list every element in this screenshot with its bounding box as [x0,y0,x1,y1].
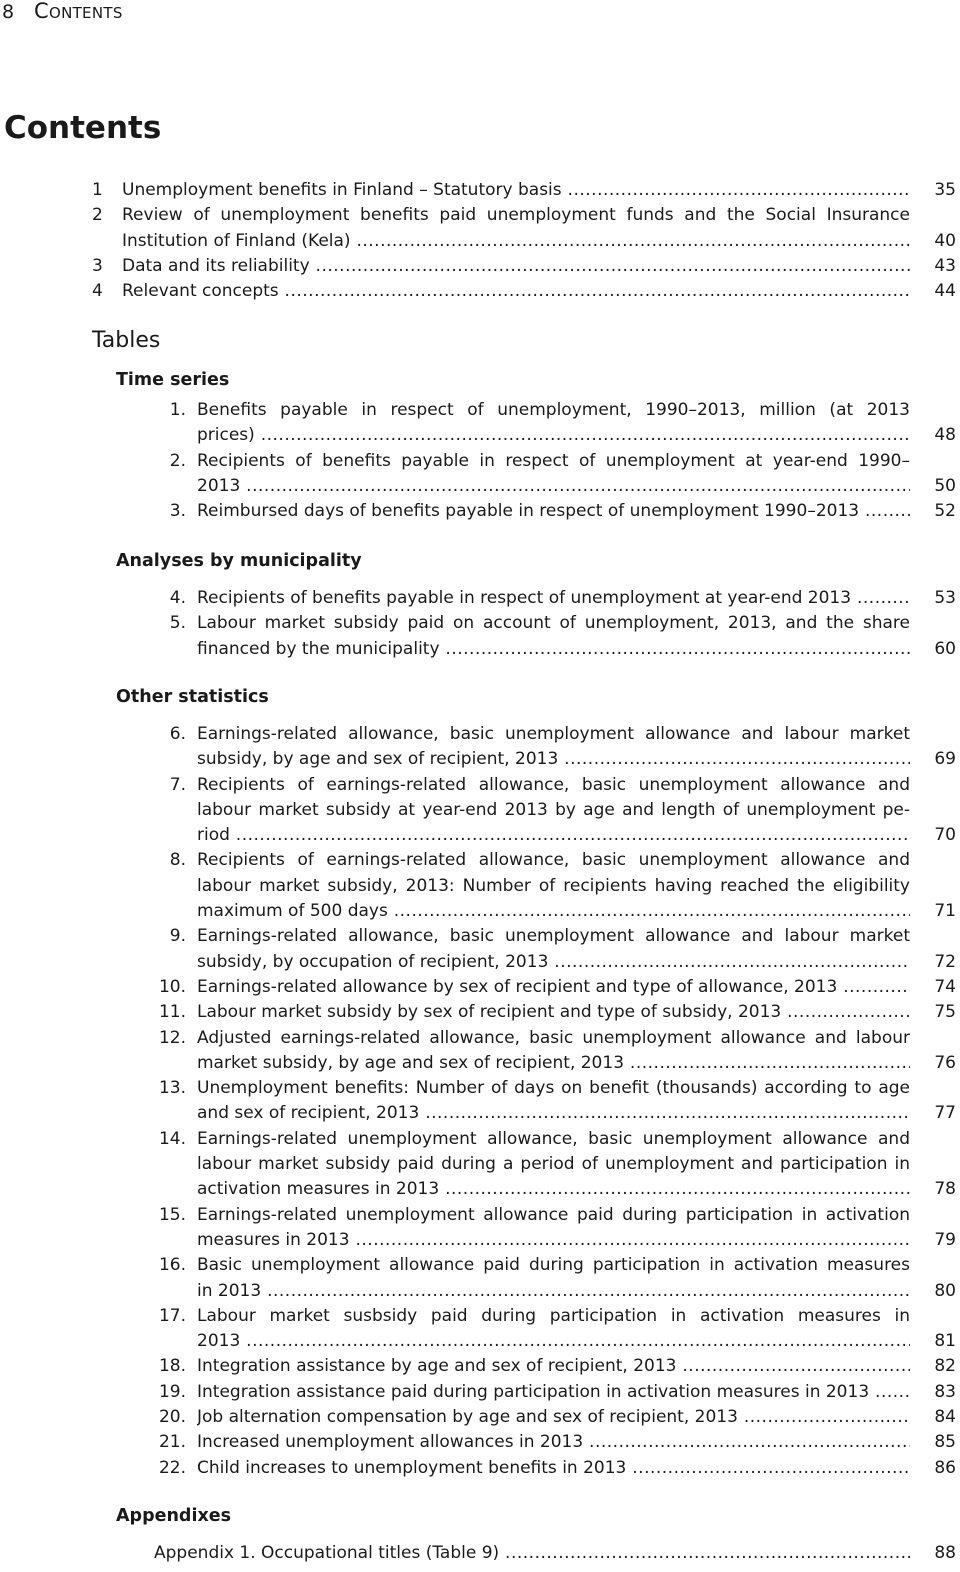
toc-entry-title-text: Integration assistance paid during participation in activation measures in 2013 ..... [197,1380,910,1405]
toc-entry[interactable] [0,1354,960,1379]
running-head-page-number: 8 [2,1,15,23]
page-title: Contents [4,110,162,146]
toc-entry-number: 17. [158,1305,186,1326]
toc-entry-title-text: market subsidy, by age and sex of recipient, 2013 ..... [197,1051,910,1076]
toc-entry[interactable] [0,449,960,500]
toc-entry-title-line [197,1101,910,1126]
toc-entry-title-line [197,499,910,524]
toc-entry[interactable] [0,398,960,449]
toc-entry-page-number: 48 [934,425,956,446]
toc-entry[interactable] [0,1456,960,1481]
toc-entry-title-line [197,474,910,499]
toc-entry-title-text: subsidy, by occupation of recipient, 2013 ..... [197,950,910,975]
toc-entry-page-number: 76 [934,1052,956,1073]
toc-entry-title-text: prices) ..... [197,423,910,448]
tables-heading: Tables [92,328,161,353]
toc-entry-title-line: Labour market subsidy paid on account of unemployment, 2013, and the share [197,613,910,634]
toc-entry-title-text: Data and its reliability ..... [122,254,910,279]
toc-entry-title-line: labour market subsidy, 2013: Number of recipients having reached the eligibility [197,875,910,896]
toc-entry-title-line: Recipients of earnings-related allowance, basic unemployment allowance and [197,774,910,795]
toc-entry-title-line: Unemployment benefits: Number of days on benefit (thousands) according to age [197,1078,910,1099]
toc-entry-page-number: 40 [934,230,956,251]
toc-entry-page-number: 85 [934,1432,956,1453]
toc-entry-title-line [197,1329,910,1354]
toc-entry-number: 14. [158,1128,186,1149]
toc-entry-title-line [197,1000,910,1025]
toc-entry-number: 1 [92,180,103,200]
toc-entry-page-number: 53 [934,588,956,608]
toc-entry-number: 16. [158,1255,186,1276]
toc-entry-title-text: and sex of recipient, 2013 ..... [197,1101,910,1126]
toc-entry-page-number: 52 [934,501,956,522]
toc-entry-title-text: Relevant concepts ..... [122,279,910,304]
toc-entry-number: 7. [169,774,186,795]
toc-entry-title-line: Earnings-related allowance, basic unemployment allowance and labour market [197,926,910,947]
toc-entry-page-number: 69 [934,749,956,770]
toc-entry-title-text: Unemployment benefits in Finland – Statutory basis ..... [122,178,910,203]
toc-entry-title-text: Child increases to unemployment benefits in 2013 ..... [197,1456,910,1481]
toc-entry-title-line: Labour market susbsidy paid during participation in activation measures in [197,1305,910,1326]
toc-entry-title-line: Adjusted earnings-related allowance, basic unemployment allowance and labour [197,1027,910,1048]
toc-entry-title-line: Earnings-related unemployment allowance paid during participation in activation [197,1204,910,1225]
toc-entry-title-line [197,1430,910,1455]
appendixes-heading: Appendixes [116,1506,232,1526]
toc-entry-page-number: 79 [934,1229,956,1250]
toc-entry-page-number: 60 [934,638,956,659]
toc-entry[interactable] [0,1203,960,1254]
toc-entry-title-line [122,229,910,254]
toc-entry[interactable] [0,1076,960,1127]
toc-entry-page-number: 35 [934,180,956,200]
toc-entry-title-text: Institution of Finland (Kela) ..... [122,229,910,254]
toc-entry-title-line [197,1456,910,1481]
toc-entry-page-number: 80 [934,1280,956,1301]
running-head-title: Contents [34,0,123,23]
toc-entry-title-line: Review of unemployment benefits paid unemployment funds and the Social Insurance [122,205,910,226]
toc-entry-title-text: in 2013 ..... [197,1279,910,1304]
appendix-list [0,1541,960,1566]
toc-entry-number: 2 [92,205,103,226]
toc-entry-number: 4 [92,281,103,302]
toc-entry-title-line [197,1177,910,1202]
toc-entry[interactable] [0,586,960,611]
toc-entry-page-number: 86 [934,1457,956,1478]
toc-entry-title-text: Recipients of benefits payable in respect of unemployment at year-end 2013 ..... [197,586,910,611]
toc-entry[interactable] [0,1430,960,1455]
toc-entry-title-line: Recipients of earnings-related allowance, basic unemployment allowance and [197,850,910,871]
municipality-heading: Analyses by municipality [116,551,362,571]
toc-entry-page-number: 70 [934,825,956,846]
toc-entry-number: 22. [158,1457,186,1478]
appendix-title: Appendix 1. Occupational titles (Table 9) ..... [154,1541,910,1566]
toc-entry-number: 19. [158,1381,186,1402]
toc-entry-title-line: labour market subsidy at year-end 2013 by age and length of unemployment pe- [197,799,910,820]
toc-entry-title-line: labour market subsidy paid during a period of unemployment and participation in [197,1154,910,1175]
toc-entry-title-line [197,975,910,1000]
toc-entry-title-text: Labour market subsidy by sex of recipient and type of subsidy, 2013 ..... [197,1000,910,1025]
toc-entry[interactable] [0,1127,960,1203]
toc-entry-title-line [197,823,910,848]
toc-entry-number: 8. [169,850,186,871]
toc-entry-title-text: Job alternation compensation by age and sex of recipient, 2013 ..... [197,1405,910,1430]
running-head [2,0,123,24]
toc-entry-title-line [197,899,910,924]
toc-entry[interactable] [0,1026,960,1077]
toc-entry-title-line: Earnings-related unemployment allowance, basic unemployment allowance and [197,1128,910,1149]
toc-entry-number: 10. [158,976,186,997]
chapter-list [0,178,960,304]
other-statistics-list [0,722,960,1481]
municipality-list [0,586,960,662]
toc-entry-title-line [197,950,910,975]
toc-entry[interactable] [0,611,960,662]
toc-entry[interactable] [0,924,960,975]
toc-entry[interactable] [0,1304,960,1355]
toc-entry-title-text: riod ..... [197,823,910,848]
toc-entry-title-line: Basic unemployment allowance paid during participation in activation measures [197,1255,910,1276]
toc-entry-number: 12. [158,1027,186,1048]
toc-entry-title-line [197,1405,910,1430]
toc-entry-page-number: 50 [934,475,956,496]
toc-entry-page-number: 84 [934,1407,956,1428]
toc-entry-title-line [197,423,910,448]
toc-entry-title-line: Recipients of benefits payable in respect of unemployment at year-end 1990– [197,450,910,471]
toc-entry-page-number: 78 [934,1179,956,1200]
toc-entry[interactable] [0,1253,960,1304]
toc-entry-number: 13. [158,1078,186,1099]
toc-entry-number: 9. [169,926,186,947]
toc-entry-title-text: financed by the municipality ..... [197,637,910,662]
toc-entry-title-line [122,279,910,304]
toc-entry-title-line [122,178,910,203]
toc-entry-title-line [197,1380,910,1405]
other-statistics-heading: Other statistics [116,687,269,707]
appendix-entry[interactable] [0,1541,960,1566]
toc-entry-number: 21. [158,1432,186,1453]
toc-entry-page-number: 71 [934,901,956,922]
toc-entry[interactable] [0,499,960,524]
toc-entry-page-number: 43 [934,255,956,276]
toc-entry-page-number: 44 [934,281,956,302]
toc-entry-title-text: Integration assistance by age and sex of recipient, 2013 ..... [197,1354,910,1379]
toc-entry-title-line [197,586,910,611]
toc-entry[interactable] [0,254,960,279]
toc-entry[interactable] [0,975,960,1000]
toc-entry-title-line [197,637,910,662]
toc-entry-page-number: 77 [934,1103,956,1124]
toc-entry-number: 20. [158,1407,186,1428]
toc-entry[interactable] [0,722,960,773]
toc-entry-page-number: 75 [934,1002,956,1023]
toc-entry-title-line [122,254,910,279]
toc-entry-title-text: Reimbursed days of benefits payable in respect of unemployment 1990–2013 ..... [197,499,910,524]
time-series-heading: Time series [116,370,230,390]
toc-entry-title-line: Benefits payable in respect of unemployment, 1990–2013, million (at 2013 [197,400,910,420]
toc-entry[interactable] [0,279,960,304]
toc-entry-number: 15. [158,1204,186,1225]
toc-entry-number: 3 [92,255,103,276]
toc-entry-title-line [197,1051,910,1076]
toc-entry-number: 6. [169,724,186,744]
toc-entry-number: 18. [158,1356,186,1377]
toc-entry-title-line [197,747,910,772]
toc-entry[interactable] [0,203,960,254]
toc-entry-title-text: activation measures in 2013 ..... [197,1177,910,1202]
toc-entry[interactable] [0,848,960,924]
toc-entry-number: 11. [158,1002,186,1023]
toc-entry-number: 4. [169,588,186,608]
toc-entry-title-text: measures in 2013 ..... [197,1228,910,1253]
toc-entry[interactable] [0,1405,960,1430]
toc-entry-number: 2. [169,450,186,471]
toc-entry[interactable] [0,1380,960,1405]
toc-entry-title-text: maximum of 500 days ..... [197,899,910,924]
toc-entry-page-number: 81 [934,1331,956,1352]
toc-entry[interactable] [0,1000,960,1025]
toc-entry-number: 1. [169,400,186,420]
toc-entry-title-text: subsidy, by age and sex of recipient, 2013 ..... [197,747,910,772]
toc-entry[interactable] [0,178,960,203]
toc-entry[interactable] [0,773,960,849]
toc-entry-page-number: 72 [934,951,956,972]
toc-entry-page-number: 82 [934,1356,956,1377]
toc-entry-number: 5. [169,613,186,634]
toc-entry-title-text: 2013 ..... [197,1329,910,1354]
toc-entry-title-text: Increased unemployment allowances in 2013 ..... [197,1430,910,1455]
toc-entry-title-line [197,1279,910,1304]
toc-entry-title-line [197,1228,910,1253]
toc-entry-page-number: 74 [934,976,956,997]
time-series-list [0,398,960,524]
appendix-page-number: 88 [934,1543,956,1563]
toc-entry-page-number: 83 [934,1381,956,1402]
toc-entry-title-text: Earnings-related allowance by sex of recipient and type of allowance, 2013 ..... [197,975,910,1000]
toc-entry-number: 3. [169,501,186,522]
toc-entry-title-text: 2013 ..... [197,474,910,499]
toc-entry-title-line: Earnings-related allowance, basic unemployment allowance and labour market [197,724,910,744]
toc-entry-title-line [197,1354,910,1379]
